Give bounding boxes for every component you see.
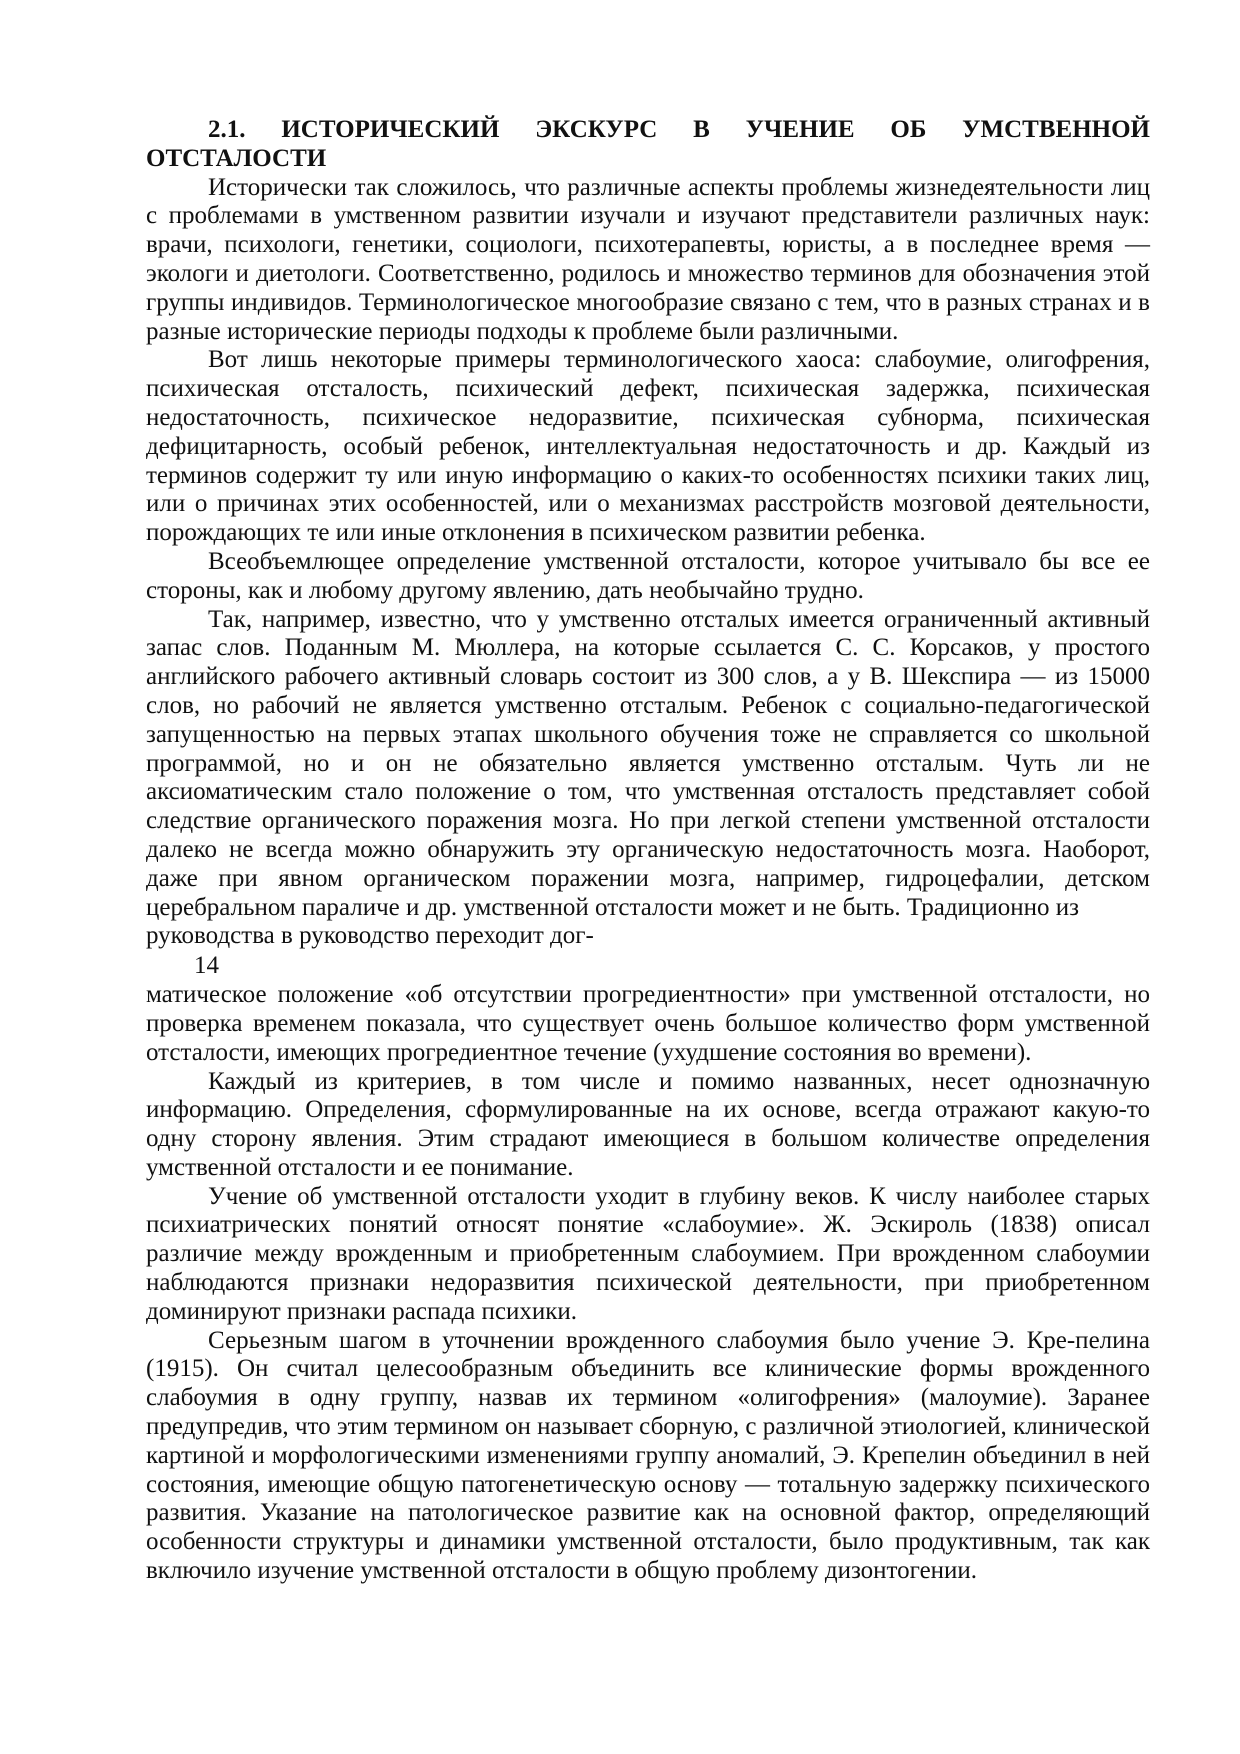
paragraph: Вот лишь некоторые примеры терминологического хаоса: слабоумие, олигофрения, психическая отсталость, психический дефект, психическая задержка, психическая недостаточность, психическое недоразвитие, психическая субнорма, психическая дефицитарность, особый ребенок, интеллектуальная недостаточность и др. Каждый из терминов содержит ту или иную информацию о каких-то особенностях психики таких лиц, или о причинах этих особенностей, или о механизмах расстройств мозговой деятельности, порождающих те или иные отклонения в психическом развитии ребенка. xyxy=(146,346,1150,547)
paragraph: Так, например, известно, что у умственно отсталых имеется ограниченный активный запас слов. Поданным М. Мюллера, на которые ссылается С. С. Корсаков, у простого английского рабочего активный словарь состоит из 300 слов, а у В. Шекспира — из 15000 слов, но рабочий не является умственно отсталым. Ребенок с социально-педагогической запущенностью на первых этапах школьного обучения тоже не справляется со школьной программой, но и он не обязательно является умственно отсталым. Чуть ли не аксиоматическим стало положение о том, что умственная отсталость представляет собой следствие органического поражения мозга. Но при легкой степени умственной отсталости далеко не всегда можно обнаружить эту органическую недостаточность мозга. Наоборот, даже при явном органическом поражении мозга, например, гидроцефалии, детском церебральном параличе и др. умственной отсталости может и не быть. Традиционно из xyxy=(146,605,1150,921)
paragraph: Исторически так сложилось, что различные аспекты проблемы жизнедеятельности лиц с проблемами в умственном развитии изучали и изучают представители различных наук: врачи, психологи, генетики, социологи, психотерапевты, юристы, а в последнее время — экологи и диетологи. Соответственно, родилось и множество терминов для обозначения этой группы индивидов. Терминологическое многообразие связано с тем, что в разных странах и в разные исторические периоды подходы к проблеме были различными. xyxy=(146,173,1150,345)
paragraph-hyphenated-end: руководства в руководство переходит дог- xyxy=(146,922,594,950)
paragraph: Каждый из критериев, в том числе и помимо названных, несет однозначную информацию. Определения, сформулированные на их основе, всегда отражают какую-то одну сторону явления. Этим страдают имеющиеся в большом количестве определения умственной отсталости и ее понимание. xyxy=(146,1067,1150,1181)
document-page xyxy=(146,116,1150,1586)
page-number: 14 xyxy=(194,952,219,980)
paragraph-continued: матическое положение «об отсутствии прогредиентности» при умственной отсталости, но проверка временем показала, что существует очень большое количество форм умственной отсталости, имеющих прогредиентное течение (ухудшение состояния во времени). xyxy=(146,981,1150,1066)
paragraph: Учение об умственной отсталости уходит в глубину веков. К числу наиболее старых психиатрических понятий относят понятие «слабоумие». Ж. Эскироль (1838) описал различие между врожденным и приобретенным слабоумием. При врожденном слабоумии наблюдаются признаки недоразвития психической деятельности, при приобретенном доминируют признаки распада психики. xyxy=(146,1182,1150,1325)
paragraph: Серьезным шагом в уточнении врожденного слабоумия было учение Э. Кре-пелина (1915). Он считал целесообразным объединить все клинические формы врожденного слабоумия в одну группу, назвав их термином «олигофрения» (малоумие). Заранее предупредив, что этим термином он называет сборную, с различной этиологией, клинической картиной и морфологическими изменениями группу аномалий, Э. Крепелин объединил в ней состояния, имеющие общую патогенетическую основу — тотальную задержку психического развития. Указание на патологическое развитие как на основной фактор, определяющий особенности структуры и динамики умственной отсталости, было продуктивным, так как включило изучение умственной отсталости в общую проблему дизонтогении. xyxy=(146,1326,1150,1585)
paragraph: Всеобъемлющее определение умственной отсталости, которое учитывало бы все ее стороны, как и любому другому явлению, дать необычайно трудно. xyxy=(146,547,1150,604)
section-title: 2.1. ИСТОРИЧЕСКИЙ ЭКСКУРС В УЧЕНИЕ ОБ УМСТВЕННОЙ ОТСТАЛОСТИ xyxy=(146,116,1150,172)
